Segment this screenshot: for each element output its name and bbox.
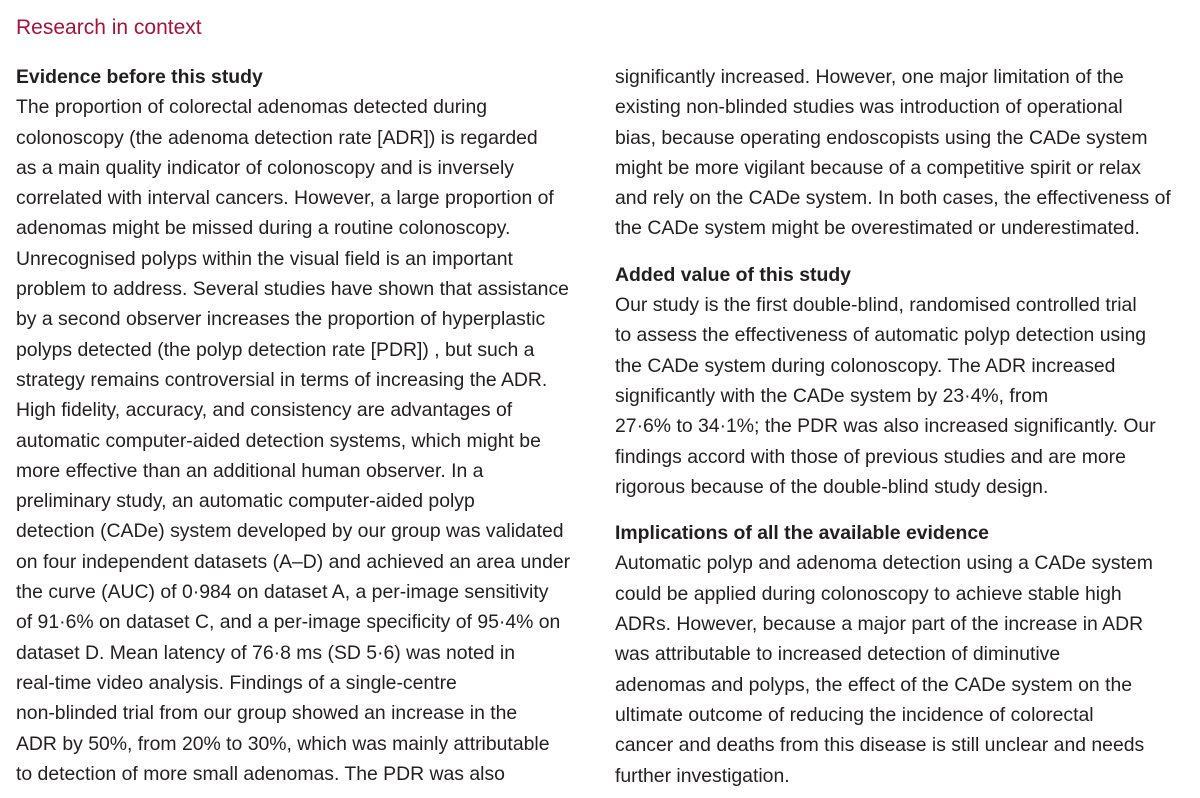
text-line: problem to address. Several studies have shown that assistance (16, 278, 569, 301)
text-line: adenomas might be missed during a routine colonoscopy. (16, 217, 511, 240)
text-line: findings accord with those of previous studies and are more (615, 445, 1126, 468)
text-line: real-time video analysis. Findings of a single-centre (16, 671, 457, 694)
section-heading-implications: Implications of all the available evidence (615, 522, 989, 545)
text-line: to detection of more small adenomas. The PDR was also (16, 762, 505, 785)
evidence-before-continuation (615, 62, 1195, 244)
text-line: The proportion of colorectal adenomas detected during (16, 96, 488, 119)
added-value-paragraph (615, 290, 1195, 502)
text-line: could be applied during colonoscopy to achieve stable high (615, 582, 1122, 605)
text-line: Our study is the first double-blind, randomised controlled trial (615, 294, 1137, 317)
text-line: ADRs. However, because a major part of the increase in ADR (615, 613, 1144, 636)
text-line: to assess the effectiveness of automatic polyp detection using (615, 324, 1147, 347)
section-heading-evidence-before: Evidence before this study (16, 66, 263, 88)
text-line: by a second observer increases the proportion of hyperplastic (16, 308, 546, 331)
text-line: strategy remains controversial in terms of increasing the ADR. (16, 368, 548, 391)
text-line: further investigation. (615, 764, 790, 787)
text-line: adenomas and polyps, the effect of the CADe system on the (615, 673, 1133, 696)
text-line: Automatic polyp and adenoma detection using a CADe system (615, 552, 1153, 575)
text-line: of 91·6% on dataset C, and a per-image specificity of 95·4% on (16, 611, 561, 634)
text-line: colonoscopy (the adenoma detection rate [ADR]) is regarded (16, 126, 538, 149)
text-line: detection (CADe) system developed by our group was validated (16, 520, 564, 543)
text-line: the curve (AUC) of 0·984 on dataset A, a per-image sensitivity (16, 581, 549, 604)
text-line: might be more vigilant because of a competitive spirit or relax (615, 156, 1141, 179)
text-line: polyps detected (the polyp detection rate [PDR]) , but such a (16, 338, 535, 361)
text-line: more effective than an additional human observer. In a (16, 459, 484, 482)
text-line: the CADe system during colonoscopy. The ADR increased (615, 354, 1116, 377)
text-line: and rely on the CADe system. In both cases, the effectiveness of (615, 187, 1171, 210)
text-line: existing non-blinded studies was introduction of operational (615, 96, 1123, 119)
implications-paragraph (615, 548, 1195, 790)
text-line: High fidelity, accuracy, and consistency are advantages of (16, 399, 513, 422)
panel-title: Research in context (16, 16, 202, 39)
text-line: non-blinded trial from our group showed an increase in the (16, 702, 518, 725)
text-line: was attributable to increased detection of diminutive (615, 643, 1061, 666)
text-line: as a main quality indicator of colonoscopy and is inversely (16, 156, 514, 179)
right-column (615, 62, 1195, 791)
section-heading-added-value: Added value of this study (615, 263, 851, 286)
text-line: automatic computer-aided detection systems, which might be (16, 429, 541, 452)
text-line: ultimate outcome of reducing the incidence of colorectal (615, 703, 1094, 726)
text-line: on four independent datasets (A–D) and achieved an area under (16, 550, 571, 573)
text-line: dataset D. Mean latency of 76·8 ms (SD 5·6) was noted in (16, 641, 516, 664)
left-column (16, 62, 596, 789)
text-line: rigorous because of the double-blind study design. (615, 475, 1049, 498)
text-line: bias, because operating endoscopists using the CADe system (615, 126, 1148, 149)
text-line: Unrecognised polyps within the visual field is an important (16, 247, 513, 270)
text-line: significantly with the CADe system by 23·4%, from (615, 384, 1049, 407)
text-line: correlated with interval cancers. However, a large proportion of (16, 187, 554, 210)
evidence-before-paragraph (16, 92, 596, 789)
text-line: significantly increased. However, one major limitation of the (615, 66, 1124, 88)
text-line: ADR by 50%, from 20% to 30%, which was mainly attributable (16, 732, 550, 755)
text-line: the CADe system might be overestimated or underestimated. (615, 217, 1140, 240)
text-line: preliminary study, an automatic computer-aided polyp (16, 490, 475, 513)
text-line: cancer and deaths from this disease is still unclear and needs (615, 734, 1145, 757)
text-line: 27·6% to 34·1%; the PDR was also increased significantly. Our (615, 415, 1156, 438)
